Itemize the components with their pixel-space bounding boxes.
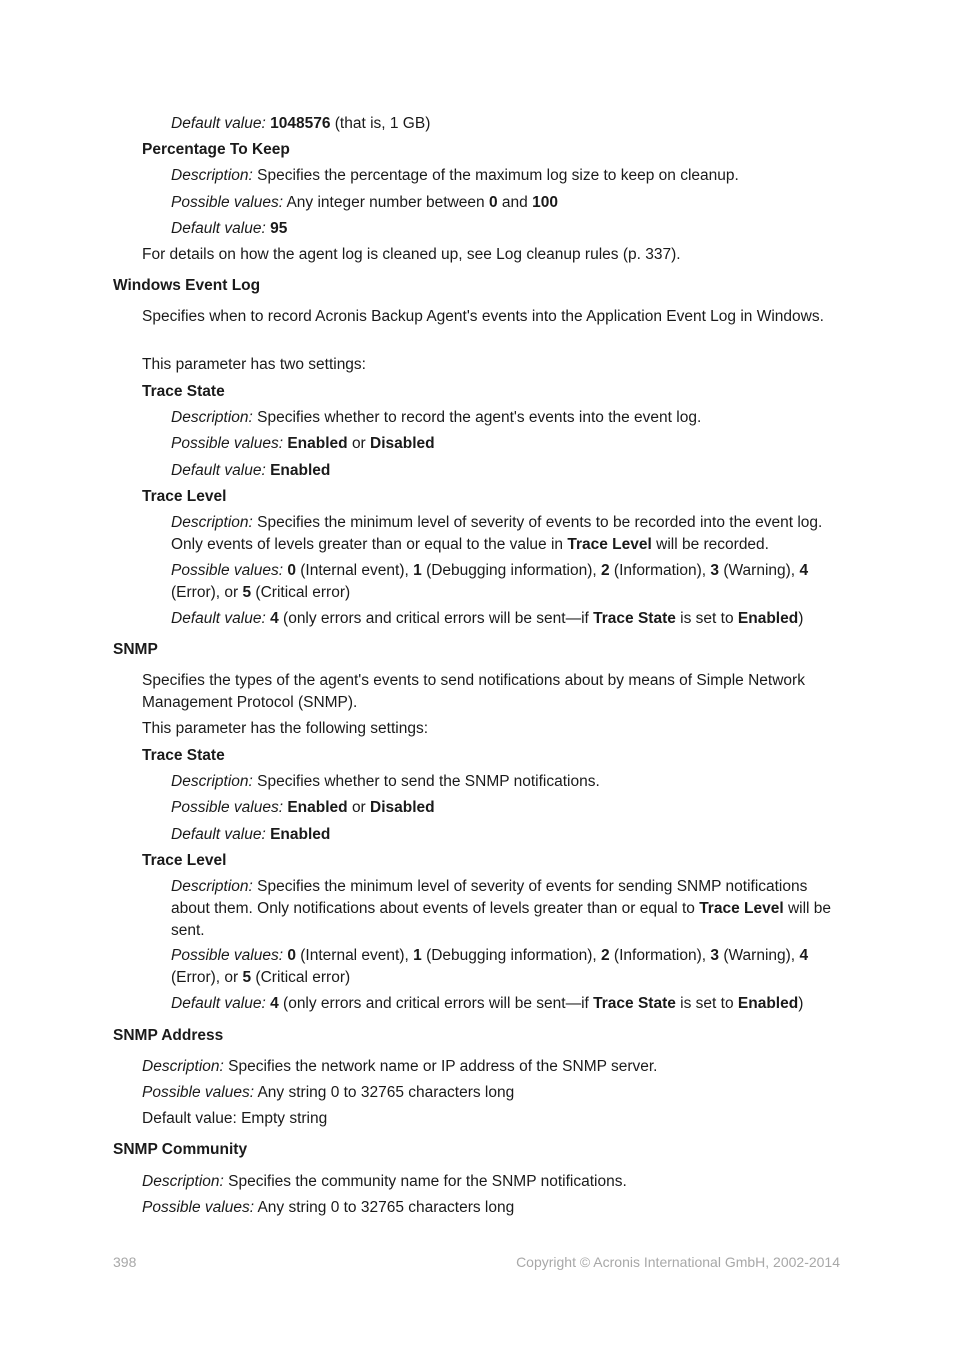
wel-trace-state-description: Description: Specifies whether to record the agent's events into the event log. [171, 409, 702, 426]
snmp-address-possible-values: Possible values: Any string 0 to 32765 characters long [142, 1084, 515, 1101]
wel-trace-state-heading: Trace State [142, 383, 225, 400]
percentage-to-keep-heading: Percentage To Keep [142, 141, 290, 158]
snmp-intro: Specifies the types of the agent's events to send notifications about by means of Simple Network Management Protocol (SNMP). [142, 672, 805, 711]
snmp-trace-level-heading: Trace Level [142, 852, 227, 869]
windows-event-log-intro: Specifies when to record Acronis Backup Agent's events into the Application Event Log in Windows. [142, 308, 824, 325]
snmp-community-heading: SNMP Community [113, 1141, 248, 1158]
wel-trace-state-default-value: Default value: Enabled [171, 462, 331, 479]
snmp-trace-level-description: Description: Specifies the minimum level of severity of events for sending SNMP notifications about them. Only notifications about events of levels greater than or equal to Trace Level will be sent. [171, 878, 832, 939]
wel-trace-level-default-value: Default value: 4 (only errors and critical errors will be sent—if Trace State is set to Enabled) [171, 610, 804, 627]
wel-trace-level-description: Description: Specifies the minimum level of severity of events to be recorded into the event log. Only events of levels greater than or equal to the value in Trace Level will be recorded. [171, 514, 823, 553]
windows-event-log-settings-intro: This parameter has two settings: [142, 356, 366, 373]
page-number: 398 [113, 1254, 137, 1270]
snmp-trace-state-default-value: Default value: Enabled [171, 826, 331, 843]
wel-trace-level-heading: Trace Level [142, 488, 227, 505]
snmp-trace-state-possible-values: Possible values: Enabled or Disabled [171, 799, 435, 816]
snmp-trace-state-description: Description: Specifies whether to send the SNMP notifications. [171, 773, 600, 790]
log-default-line: Default value: 1048576 (that is, 1 GB) [171, 115, 431, 132]
snmp-trace-level-default-value: Default value: 4 (only errors and critical errors will be sent—if Trace State is set to Enabled) [171, 995, 804, 1012]
snmp-address-default-value: Default value: Empty string [142, 1110, 328, 1127]
copyright-notice: Copyright © Acronis International GmbH, 2002-2014 [516, 1254, 840, 1270]
snmp-community-possible-values: Possible values: Any string 0 to 32765 characters long [142, 1199, 515, 1216]
snmp-address-description: Description: Specifies the network name or IP address of the SNMP server. [142, 1058, 658, 1075]
snmp-heading: SNMP [113, 641, 158, 658]
percentage-default-value: Default value: 95 [171, 220, 288, 237]
wel-trace-state-possible-values: Possible values: Enabled or Disabled [171, 435, 435, 452]
snmp-trace-state-heading: Trace State [142, 747, 225, 764]
snmp-settings-intro: This parameter has the following settings: [142, 720, 429, 737]
windows-event-log-heading: Windows Event Log [113, 277, 261, 294]
percentage-description: Description: Specifies the percentage of the maximum log size to keep on cleanup. [171, 167, 739, 184]
log-cleanup-details: For details on how the agent log is cleaned up, see Log cleanup rules (p. 337). [142, 246, 681, 263]
snmp-address-heading: SNMP Address [113, 1027, 224, 1044]
snmp-community-description: Description: Specifies the community name for the SNMP notifications. [142, 1173, 627, 1190]
snmp-trace-level-possible-values: Possible values: 0 (Internal event), 1 (Debugging information), 2 (Information), 3 (Warning), 4 (Error), or 5 (Critical error) [171, 947, 809, 986]
wel-trace-level-possible-values: Possible values: 0 (Internal event), 1 (Debugging information), 2 (Information), 3 (Warning), 4 (Error), or 5 (Critical error) [171, 562, 809, 601]
percentage-possible-values: Possible values: Any integer number between 0 and 100 [171, 194, 558, 211]
